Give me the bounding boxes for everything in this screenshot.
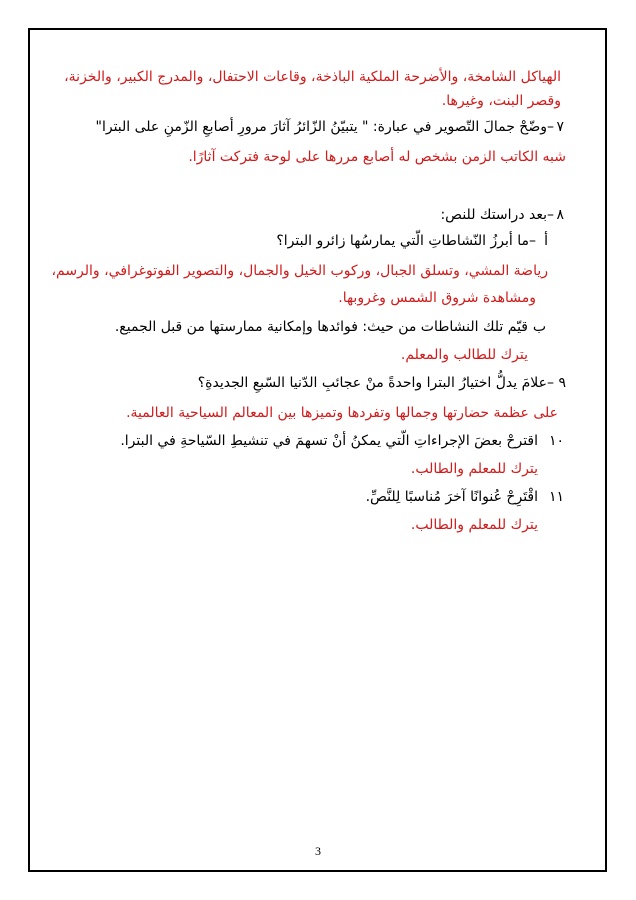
- page-number: 3: [315, 844, 321, 858]
- intro-answer-line-1: الهياكل الشامخة، والأضرحة الملكية الباذخة، وقاعات الاحتفال، والمدرج الكبير، والخزنة،: [64, 69, 561, 85]
- question-8a-answer-line-2: ومشاهدة شروق الشمس وغروبها.: [338, 290, 536, 306]
- question-7-text: –وضّحْ جمالَ التّصوير في عبارة: " يتبيّنُ الزّائرُ آثارَ مرورِ أصابعِ الزّمنِ على البترا": [95, 119, 554, 135]
- question-11-number: ١١: [548, 489, 564, 505]
- question-8-heading: –بعد دراستك للنص:: [440, 207, 554, 223]
- question-9-text: –علامَ يدلُّ اختيارُ البترا واحدةً منْ عجائبِ الدّنيا السّبعِ الجديدةِ؟: [197, 375, 554, 391]
- question-8b-text: قيّم تلك النشاطات من حيث: فوائدها وإمكانية ممارستها من قبل الجميع.: [114, 319, 528, 335]
- question-7-answer: شبه الكاتب الزمن بشخص له أصابع مررها على لوحة فتركت آثارًا.: [188, 149, 566, 165]
- question-8a-letter: أ: [544, 233, 548, 249]
- question-7-number: ٧: [556, 119, 564, 135]
- question-11-answer: يترك للمعلم والطالب.: [410, 517, 538, 533]
- question-8-number: ٨: [556, 207, 564, 223]
- question-10-number: ١٠: [548, 433, 564, 449]
- question-10-answer: يترك للمعلم والطالب.: [410, 461, 538, 477]
- intro-answer-line-2: وقصر البنت، وغيرها.: [441, 93, 561, 109]
- question-8b-letter: ب: [532, 319, 546, 335]
- question-9-number: ٩: [558, 375, 566, 391]
- question-9-answer: على عظمة حضارتها وجمالها وتفردها وتميزها بين المعالم السياحية العالمية.: [126, 405, 558, 421]
- question-8a-text: –ما أبرزُ النّشاطاتِ الّتي يمارسُها زائرو البترا؟: [276, 233, 536, 249]
- question-8b-answer: يترك للطالب والمعلم.: [400, 347, 528, 363]
- question-10-text: اقترحْ بعضَ الإجراءاتِ الّتي يمكنُ أنْ تسهمَ في تنشيطِ السّياحةِ في البترا.: [120, 433, 538, 449]
- question-11-text: اقْتَرِحْ عُنوانًا آخرَ مُناسبًا لِلنَّصِّ.: [365, 489, 538, 505]
- question-8a-answer-line-1: رياضة المشي، وتسلق الجبال، وركوب الخيل والجمال، والتصوير الفوتوغرافي، والرسم،: [51, 263, 548, 279]
